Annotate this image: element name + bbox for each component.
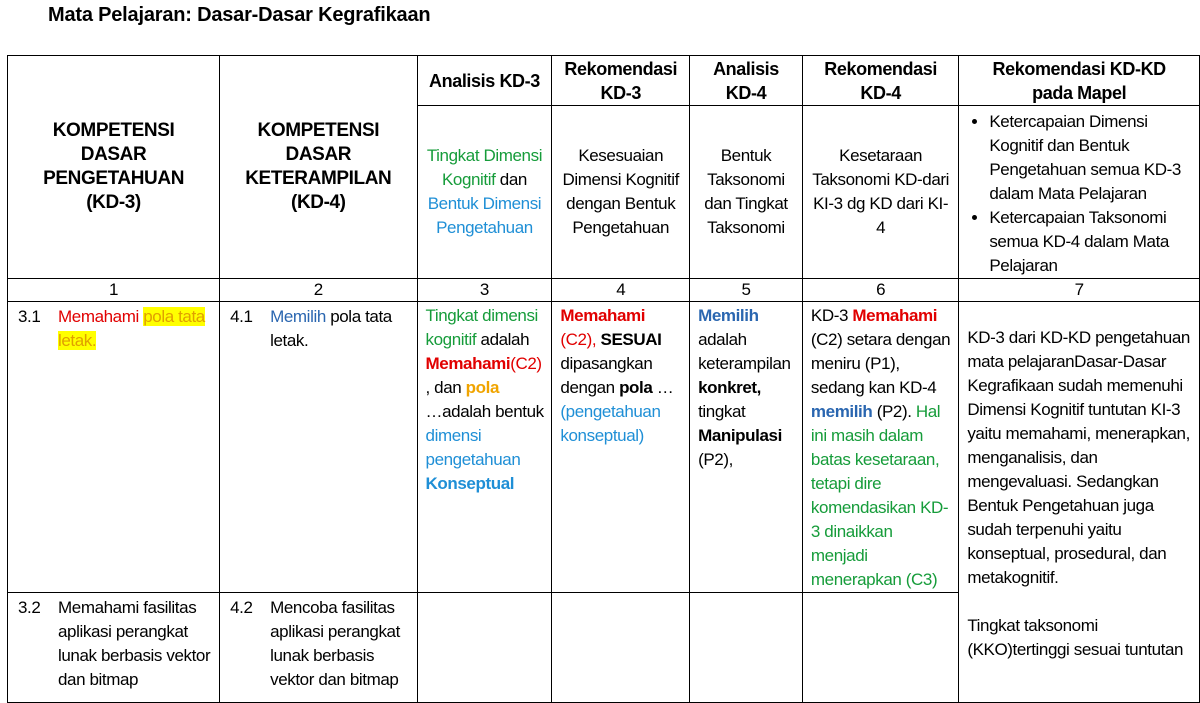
c3-dan: , dan bbox=[425, 378, 462, 397]
header-rekomendasi-kd4 bbox=[802, 56, 958, 106]
c4-c2: (C2), bbox=[560, 330, 597, 349]
kd3-number: 3.2 bbox=[18, 598, 41, 617]
kd4-object: pola tata letak. bbox=[270, 307, 392, 350]
c5-p2: (P2), bbox=[698, 450, 733, 469]
c5-memilih: Memilih bbox=[698, 306, 759, 325]
row2-kd4-cell bbox=[220, 593, 417, 703]
header-rekomendasi-kd3-label: Rekomendasi KD-3 bbox=[564, 58, 678, 103]
c3-tingkat-dimensi: Tingkat dimensi kognitif bbox=[425, 306, 538, 349]
row1-rekomendasi-kd4 bbox=[802, 302, 958, 593]
desc-mapel-bullets bbox=[965, 110, 1191, 278]
kd3-text: Memahami fasilitas aplikasi perangkat lunak berbasis vektor dan bitmap bbox=[58, 598, 211, 689]
c4-sesuai: SESUAI bbox=[600, 330, 662, 349]
row2-rekomendasi-kd3 bbox=[552, 593, 690, 703]
desc-analisis-kd4-text: Bentuk Taksonomi dan Tingkat Taksonomi bbox=[704, 146, 788, 237]
kd3-number: 3.1 bbox=[18, 307, 41, 326]
col-number: 1 bbox=[8, 279, 220, 302]
header-rekomendasi-mapel bbox=[959, 56, 1200, 106]
row1-kd3-cell bbox=[8, 302, 220, 593]
c5-tingkat: tingkat bbox=[698, 402, 746, 421]
c6-kd3: KD-3 bbox=[810, 306, 849, 325]
c5-konkret: konkret, bbox=[698, 378, 761, 397]
row1-analisis-kd3 bbox=[417, 302, 552, 593]
kd4-text: Mencoba fasilitas aplikasi perangkat lunak berbasis vektor dan bitmap bbox=[270, 598, 400, 689]
desc-rekomendasi-kd3-text: Kesesuaian Dimensi Kognitif dengan Bentuk Pengetahuan bbox=[562, 146, 679, 237]
c3-memahami: Memahami bbox=[425, 354, 511, 373]
row2-analisis-kd4 bbox=[690, 593, 803, 703]
desc-rekomendasi-kd4-text: Kesetaraan Taksonomi KD-dari KI-3 dg KD dari KI-4 bbox=[812, 146, 950, 237]
c3-adalah: adalah bbox=[480, 330, 530, 349]
row1-rekomendasi-mapel bbox=[959, 302, 1200, 703]
c4-pengetahuan-konseptual: (pengetahuan konseptual) bbox=[560, 402, 661, 445]
mapel-summary-paragraph-2: Tingkat taksonomi (KKO)tertinggi sesuai tuntutan bbox=[967, 616, 1184, 659]
c5-keterampilan: adalah keterampilan bbox=[698, 330, 791, 373]
desc-mapel-bullet: • Ketercapaian Taksonomi semua KD-4 dalam Mata Pelajaran bbox=[989, 206, 1191, 278]
kd3-verb: Memahami bbox=[58, 307, 139, 326]
desc-analisis-kd3 bbox=[417, 106, 552, 279]
desc-rekomendasi-mapel bbox=[959, 106, 1200, 279]
kd4-verb: Memilih bbox=[270, 307, 326, 326]
c6-recommendation: Hal ini masih dalam batas kesetaraan, tetapi dire komendasikan KD-3 dinaikkan menjadi menerapkan (C3) bbox=[810, 402, 949, 589]
c3-konseptual: Konseptual bbox=[425, 474, 515, 493]
desc-mapel-bullet: • Ketercapaian Dimensi Kognitif dan Bentuk Pengetahuan semua KD-3 dalam Mata Pelajaran bbox=[989, 110, 1191, 206]
c6-setara: (C2) setara dengan meniru (P1), sedang kan KD-4 bbox=[810, 330, 951, 397]
c3-pola: pola bbox=[465, 378, 500, 397]
kd4-number: 4.2 bbox=[230, 598, 253, 617]
col-number: 4 bbox=[552, 279, 690, 302]
header-analisis-kd3: Analisis KD-3 bbox=[417, 56, 552, 106]
row2-analisis-kd3 bbox=[417, 593, 552, 703]
row1-rekomendasi-kd3 bbox=[552, 302, 690, 593]
col-number: 6 bbox=[802, 279, 958, 302]
header-kd4-label: KOMPETENSI DASAR KETERAMPILAN (KD-4) bbox=[245, 120, 392, 213]
header-rekomendasi-kd4-label: Rekomendasi KD-4 bbox=[824, 58, 937, 103]
row2-rekomendasi-kd4 bbox=[802, 593, 958, 703]
header-rekomendasi-kd3 bbox=[552, 56, 690, 106]
row1-analisis-kd4 bbox=[690, 302, 803, 593]
desc-analisis-kd4 bbox=[690, 106, 803, 279]
c3-dimensi-pengetahuan: dimensi pengetahuan bbox=[425, 426, 521, 469]
header-analisis-kd4 bbox=[690, 56, 803, 106]
c6-p2: (P2). bbox=[876, 402, 912, 421]
c6-memilih: memilih bbox=[810, 402, 873, 421]
header-analisis-kd4-label: Analisis KD-4 bbox=[713, 58, 779, 103]
col-number: 7 bbox=[959, 279, 1200, 302]
c4-memahami: Memahami bbox=[560, 306, 646, 325]
mapel-summary-paragraph-1: KD-3 dari KD-KD pengetahuan mata pelajaranDasar-Dasar Kegrafikaan sudah memenuhi Dimensi Kognitif tuntutan KI-3 yaitu memahami, menerapkan, menganalisis, dan mengevaluasi. Sedangkan Bentuk Pengetahuan juga sudah terpenuhi yaitu konseptual, prosedural, dan metakognitif. bbox=[967, 328, 1190, 587]
row1-kd4-cell bbox=[220, 302, 417, 593]
header-rekomendasi-mapel-label: Rekomendasi KD-KD pada Mapel bbox=[992, 58, 1166, 103]
header-kd4 bbox=[220, 56, 417, 279]
subject-title: Mata Pelajaran: Dasar-Dasar Kegrafikaan bbox=[48, 4, 431, 26]
c4-ellipsis: … bbox=[656, 378, 674, 397]
col-number: 5 bbox=[690, 279, 803, 302]
header-kd3-label: KOMPETENSI DASAR PENGETAHUAN (KD-3) bbox=[43, 120, 185, 213]
desc-rekomendasi-kd3 bbox=[552, 106, 690, 279]
desc-bentuk-dimensi: Bentuk Dimensi Pengetahuan bbox=[427, 194, 542, 237]
c3-adalah-bentuk: …adalah bentuk bbox=[425, 402, 544, 421]
col-number: 3 bbox=[417, 279, 552, 302]
kd3-highlighted-object: pola tata letak. bbox=[58, 307, 205, 350]
c4-dipasangkan: dipasangkan dengan bbox=[560, 354, 653, 397]
c3-c2: (C2) bbox=[510, 354, 542, 373]
c5-manipulasi: Manipulasi bbox=[698, 426, 782, 445]
kd-analysis-table bbox=[7, 55, 1200, 703]
row2-kd3-cell bbox=[8, 593, 220, 703]
header-kd3 bbox=[8, 56, 220, 279]
c4-pola: pola bbox=[619, 378, 653, 397]
kd4-number: 4.1 bbox=[230, 307, 253, 326]
c6-memahami: Memahami bbox=[852, 306, 938, 325]
col-number: 2 bbox=[220, 279, 417, 302]
desc-dan: dan bbox=[499, 170, 527, 189]
desc-tingkat-dimensi: Tingkat Dimensi Kognitif bbox=[426, 146, 543, 189]
desc-rekomendasi-kd4 bbox=[802, 106, 958, 279]
